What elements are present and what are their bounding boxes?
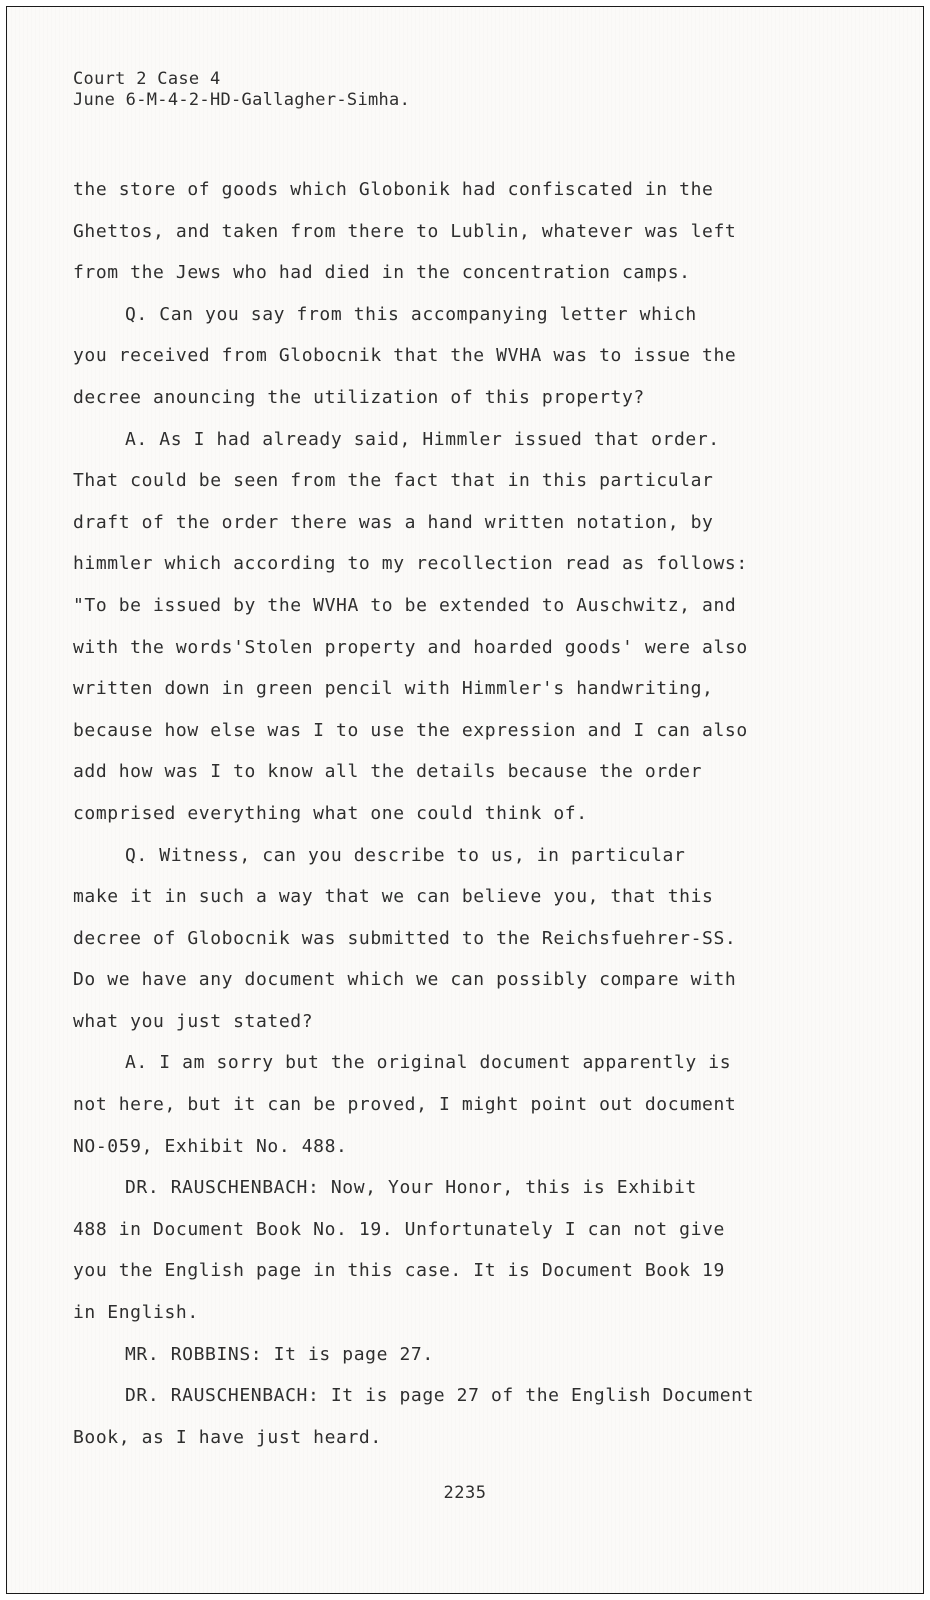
transcript-line: 488 in Document Book No. 19. Unfortunately I can not give	[73, 1218, 725, 1240]
transcript-line: with the words'Stolen property and hoarded goods' were also	[73, 636, 748, 658]
transcript-question-line: Q. Can you say from this accompanying letter which	[125, 303, 697, 325]
transcript-line: you received from Globocnik that the WVHA was to issue the	[73, 345, 737, 367]
transcript-line: written down in green pencil with Himmler's handwriting,	[73, 678, 714, 700]
transcript-line: himmler which according to my recollection read as follows:	[73, 553, 748, 575]
transcript-line: decree of Globocnik was submitted to the Reichsfuehrer-SS.	[73, 927, 737, 949]
header-session-info: June 6-M-4-2-HD-Gallagher-Simha.	[73, 90, 411, 110]
transcript-line: in English.	[73, 1302, 199, 1324]
transcript-line: Book, as I have just heard.	[73, 1426, 382, 1448]
transcript-line: NO-059, Exhibit No. 488.	[73, 1135, 348, 1157]
header-court-case: Court 2 Case 4	[73, 69, 221, 89]
transcript-line: That could be seen from the fact that in this particular	[73, 470, 714, 492]
transcript-question-line: Q. Witness, can you describe to us, in particular	[125, 844, 686, 866]
transcript-answer-line: A. As I had already said, Himmler issued that order.	[125, 428, 720, 450]
transcript-line: because how else was I to use the expression and I can also	[73, 719, 748, 741]
page-header	[73, 69, 410, 111]
transcript-line: "To be issued by the WVHA to be extended to Auschwitz, and	[73, 594, 737, 616]
transcript-line: decree anouncing the utilization of this property?	[73, 386, 645, 408]
transcript-line: what you just stated?	[73, 1010, 314, 1032]
transcript-line: Ghettos, and taken from there to Lublin, whatever was left	[73, 220, 737, 242]
transcript-line: Do we have any document which we can possibly compare with	[73, 969, 737, 991]
transcript-line: you the English page in this case. It is Document Book 19	[73, 1260, 725, 1282]
page-number: 2235	[443, 1483, 487, 1503]
transcript-line: not here, but it can be proved, I might point out document	[73, 1094, 737, 1116]
transcript-line: add how was I to know all the details because the order	[73, 761, 703, 783]
transcript-line: comprised everything what one could think of.	[73, 802, 588, 824]
transcript-answer-line: A. I am sorry but the original document apparently is	[125, 1052, 732, 1074]
transcript-line: the store of goods which Globonik had confiscated in the	[73, 179, 714, 200]
transcript-line: from the Jews who had died in the concentration camps.	[73, 262, 691, 284]
transcript-body	[73, 169, 833, 1458]
transcript-line: draft of the order there was a hand written notation, by	[73, 511, 714, 533]
document-page	[6, 6, 924, 1594]
transcript-line: make it in such a way that we can believe you, that this	[73, 886, 714, 908]
transcript-speaker-line: MR. ROBBINS: It is page 27.	[125, 1343, 434, 1365]
transcript-speaker-line: DR. RAUSCHENBACH: Now, Your Honor, this is Exhibit	[125, 1177, 697, 1199]
transcript-speaker-line: DR. RAUSCHENBACH: It is page 27 of the English Document	[125, 1385, 755, 1407]
